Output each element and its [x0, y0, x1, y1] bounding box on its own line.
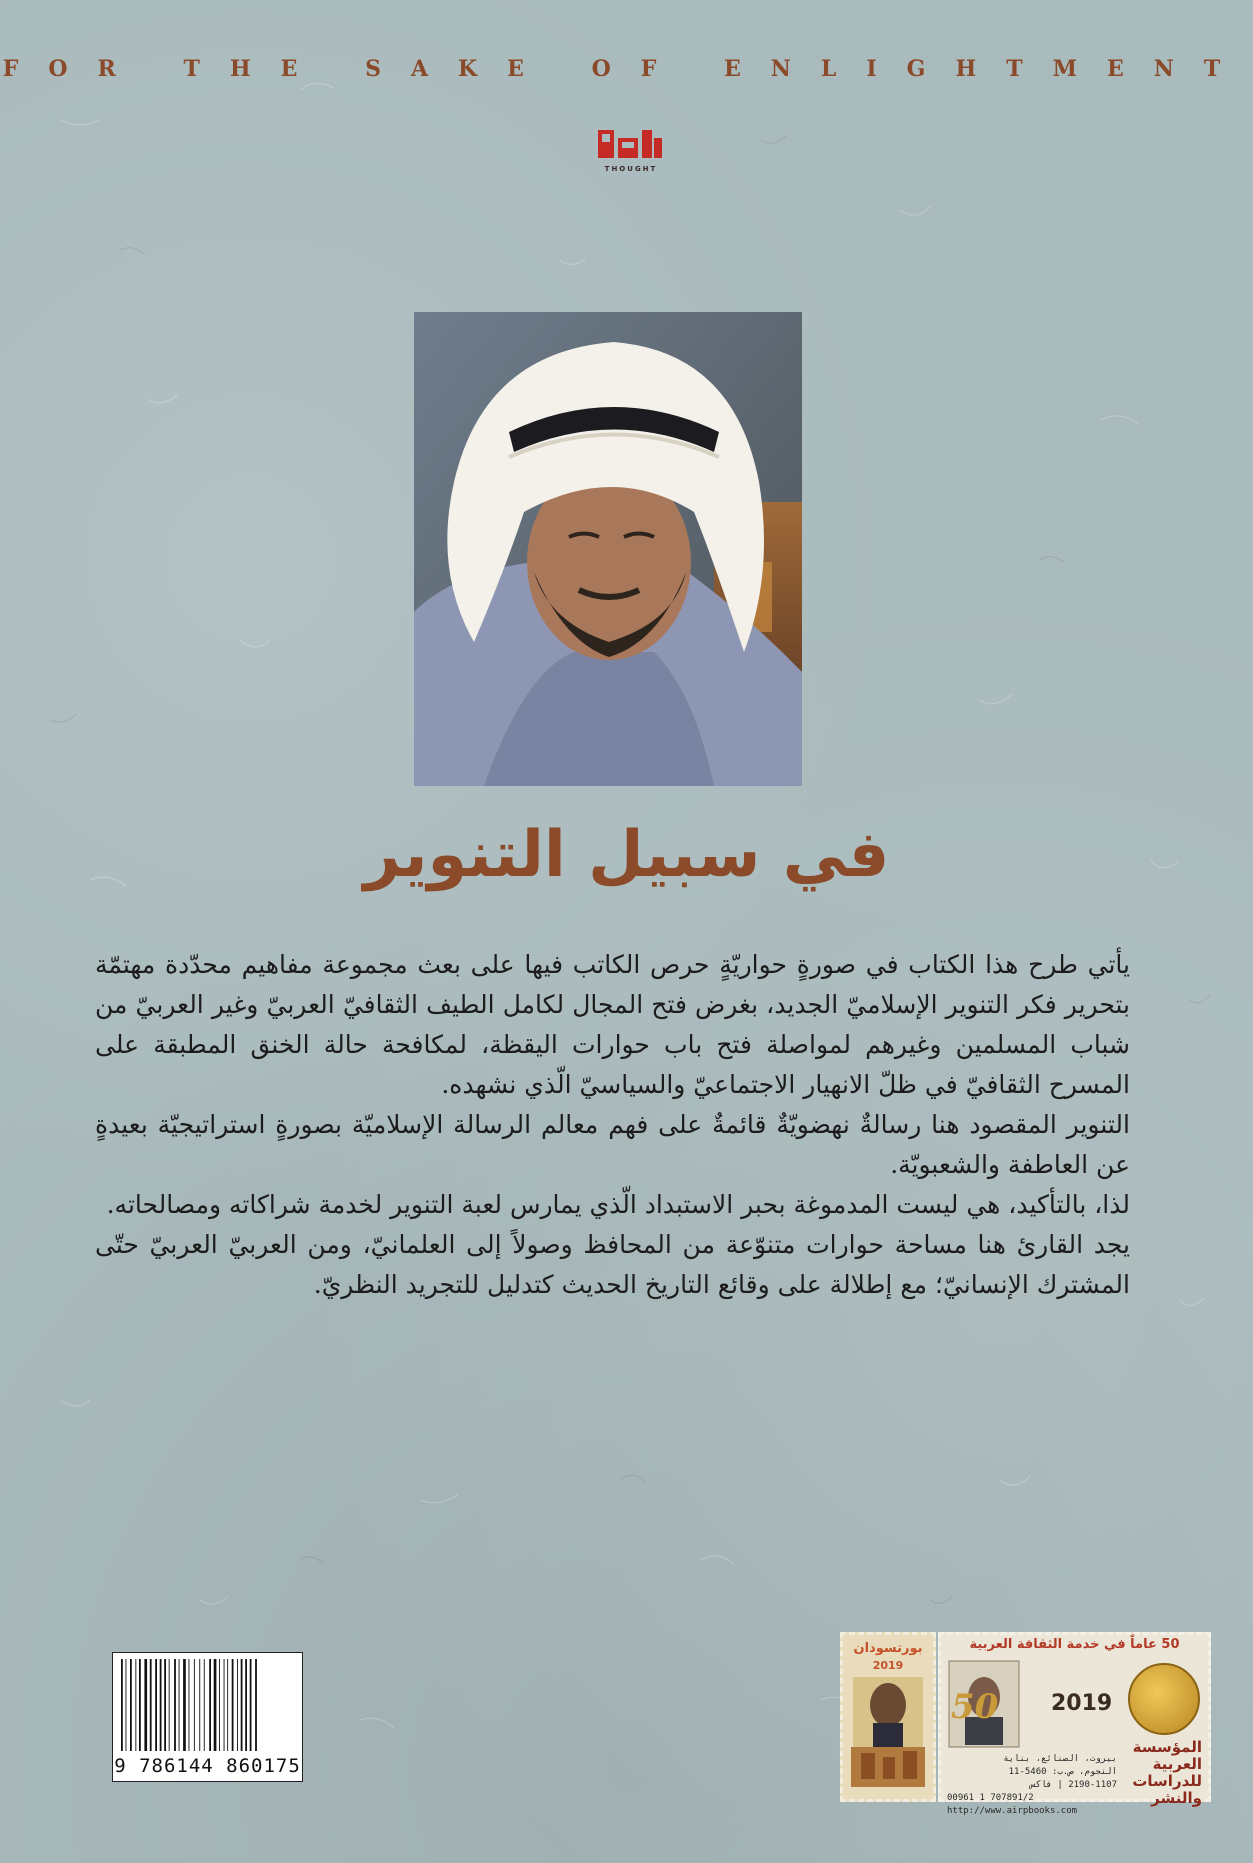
barcode-bar [224, 1659, 225, 1751]
stamp-right-fifty: 50 [951, 1687, 999, 1727]
barcode-bar [245, 1659, 247, 1751]
contact-line: بيروت، الصنائع، بناية [1003, 1754, 1117, 1764]
barcode-bar [227, 1659, 228, 1751]
stamp-left-year: 2019 [872, 1659, 904, 1672]
barcode-bar [130, 1659, 132, 1751]
barcode-bar [179, 1659, 180, 1751]
stamp-right-year: 2019 [1051, 1691, 1113, 1716]
series-title: FOR THE SAKE OF ENLIGHTMENT [2, 56, 1251, 82]
stamp-right-contact [947, 1753, 1117, 1818]
contact-line: 2190-1107 | فاكس [1030, 1780, 1117, 1790]
stamp-left-illustration [843, 1635, 933, 1799]
barcode-bar [255, 1659, 257, 1751]
barcode-bar [155, 1659, 157, 1751]
author-photo [414, 312, 802, 786]
barcode-bar [174, 1659, 176, 1751]
blurb-paragraph: لذا، بالتأكيد، هي ليست المدموغة بحبر الاستبداد الّذي يمارس لعبة التنوير لخدمة شراكاته ومصالحاته. [106, 1190, 1130, 1219]
barcode-bar [209, 1659, 211, 1751]
stamp-right-heading: 50 عاماً في خدمة الثقافة العربية [969, 1637, 1180, 1652]
barcode-bar [189, 1659, 190, 1751]
barcode-bar [194, 1659, 195, 1751]
barcode-bar [164, 1659, 166, 1751]
barcode-bar [232, 1659, 234, 1751]
blurb-paragraph: يجد القارئ هنا مساحة حوارات متنوّعة من المحافظ وصولاً إلى العلمانيّ، ومن العربيّ العربيّ حتّى المشترك الإنسانيّ؛ مع إطلالة على وقائع التاريخ الحديث كتدليل للتجريد النظريّ. [95, 1230, 1130, 1299]
barcode-bars [119, 1659, 294, 1751]
isbn-number: 9 786144 860175 [114, 1755, 301, 1777]
barcode-bar [250, 1659, 252, 1751]
barcode [112, 1652, 303, 1782]
barcode-bar [219, 1659, 220, 1751]
blurb [95, 945, 1130, 1305]
blurb-paragraph: التنوير المقصود هنا رسالةٌ نهضويّةٌ قائمةٌ على فهم معالم الرسالة الإسلاميّة بصورةٍ استراتيجيّة بعيدةٍ عن العاطفة والشعبويّة. [95, 1110, 1130, 1179]
barcode-bar [160, 1659, 162, 1751]
stamp-left-title: بورتسودان [853, 1641, 923, 1656]
stamp-right [938, 1632, 1211, 1816]
book-title: في سبيل التنوير [363, 818, 890, 892]
contact-line: النجوم، ص.ب: 5460-11 [1008, 1767, 1117, 1777]
barcode-bar [121, 1659, 123, 1751]
publisher-logo-label: THOUGHT [604, 165, 658, 173]
barcode-bar [135, 1659, 136, 1751]
barcode-bar [139, 1659, 141, 1751]
coin-emblem-icon [1128, 1663, 1200, 1735]
blurb-paragraph: يأتي طرح هذا الكتاب في صورةٍ حواريّةٍ حرص الكاتب فيها على بعث مجموعة مفاهيم محدّدة مهتمّة بتحرير فكر التنوير الإسلاميّ الجديد، بغرض فتح المجال لكامل الطيف الثقافيّ العربيّ وغير العربيّ من شباب المسلمين وغيرهم لمواصلة فتح باب حوارات اليقظة، لمكافحة حالة الخنق المطبقة على المسرح الثقافيّ في ظلّ الانهيار الاجتماعيّ والسياسيّ الّذي نشهده. [95, 950, 1130, 1099]
contact-line: http://www.airpbooks.com [947, 1806, 1078, 1816]
stamp-right-publisher: المؤسسة العربية للدراسات والنشر [1132, 1738, 1202, 1807]
contact-line: 00961 1 707891/2 [947, 1793, 1034, 1803]
barcode-bar [199, 1659, 200, 1751]
barcode-bar [126, 1659, 127, 1751]
barcode-bar [144, 1659, 147, 1751]
barcode-bar [183, 1659, 186, 1751]
barcode-bar [150, 1659, 152, 1751]
barcode-bar [169, 1659, 170, 1751]
barcode-bar [214, 1659, 217, 1751]
barcode-bar [241, 1659, 243, 1751]
barcode-bar [204, 1659, 205, 1751]
barcode-bar [237, 1659, 238, 1751]
stamp-left [840, 1632, 936, 1802]
